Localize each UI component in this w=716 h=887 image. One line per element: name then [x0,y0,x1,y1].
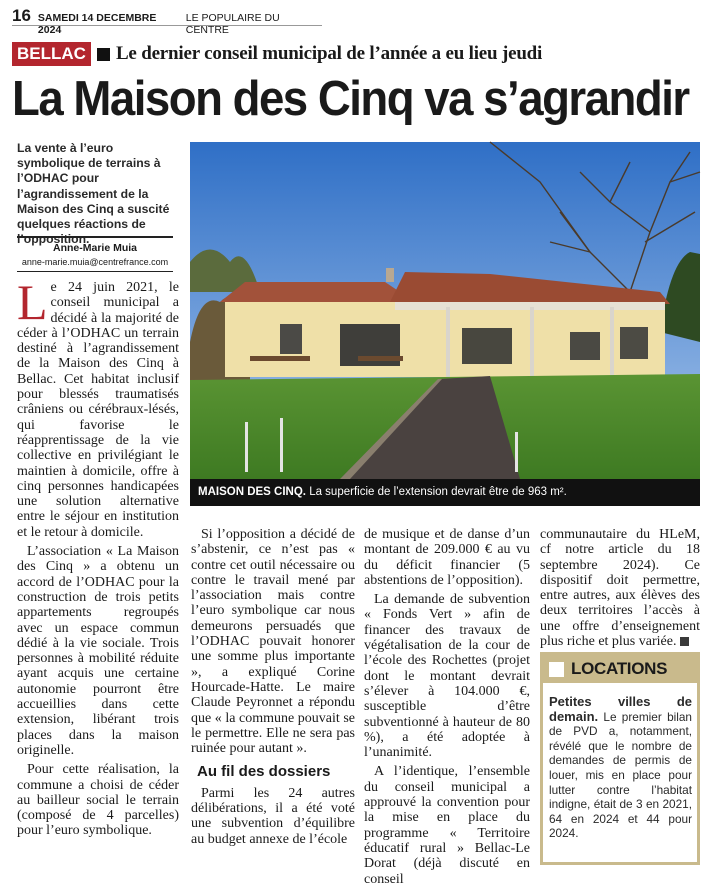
sidebar-body [543,683,697,841]
article-column-1 [17,274,179,839]
sidebar-text: Le premier bilan de PVD a, notamment, révélé que le nombre de demandes de permis de louer, mis en place pour lutter contre l’habitat indigne, était de 3 en 2021, 64 en 2024 et 44 pour 2024. [549,709,692,841]
author-email: anne-marie.muia@centrefrance.com [17,257,173,272]
page-folio [12,6,322,36]
square-bullet-icon [97,48,110,61]
article-paragraph: de musique et de danse d’un montant de 209.000 € au vu du déficit financier (5 abstentions de l’opposition). [364,527,530,588]
article-column-2 [191,527,355,847]
caption-label: MAISON DES CINQ. [198,486,306,498]
article-paragraph: Pour cette réalisation, la commune a choisi de céder au bailleur social le terrain (composé de 4 parcelles) pour l’euro symbolique. [17,762,179,839]
article-paragraph: Si l’opposition a décidé de s’abstenir, ce n’est pas « contre cet outil nécessaire ou contre le travail mené par l’association mais contre l’euro symbolique car nous demeurons persuadés que l’ODHAC pouvait honorer une somme plus importante », a expliqué Corine Hourcade-Hatte. Le maire Claude Peyronnet a répondu que « la commune pouvait se le permettre. Elle ne sera pas ruinée pour autant ». [191,527,355,757]
square-box-icon [549,662,564,677]
article-paragraph: A l’identique, l’ensemble du conseil municipal a approuvé la convention pour la mise en place du programme « Territoire éducatif rural » Bellac-Le Dorat (déjà discuté en conseil [364,764,530,887]
caption-text: La superficie de l’extension devrait être de 963 m². [309,486,567,498]
newspaper-name: LE POPULAIRE DU CENTRE [185,12,280,36]
city-tag: BELLAC [12,42,91,66]
sidebar-lead: Petites villes de demain. [549,694,692,724]
kicker-text: Le dernier conseil municipal de l’année a eu lieu jeudi [115,43,543,64]
article-paragraph: Parmi les 24 autres délibérations, il a été voté une subvention d’équilibre au budget annexe de l’école [191,785,355,847]
locations-sidebar [540,652,700,865]
issue-date: SAMEDI 14 DECEMBRE 2024 [37,12,157,36]
article-paragraph: communautaire du HLeM, cf notre article du 18 septembre 2024). Ce dispositif doit permettre, entre autres, aux élèves des deux territoires l’accès à une offre d’enseignement plus riche et plus variée. [540,527,700,650]
photo-caption [190,479,700,506]
article-paragraph: L’association « La Maison des Cinq » a obtenu un accord de l’ODHAC pour la construction de trois petits appartements regroupés avec un espace commun dédié à la vie sociale. Trois personnes à mobilité réduite ayant acquis une certaine autonomie pourront être accueillies dans cette extension, libérant trois places dans la maison originelle. [17,544,179,758]
house-photo-illustration [190,142,700,479]
page-number: 16 [12,6,31,25]
article-column-4 [540,527,700,649]
headline: La Maison des Cinq va s’agrandir [12,72,689,126]
drop-cap: L [17,274,48,330]
sidebar-header [543,655,697,683]
author-name: Anne-Marie Muia [52,242,137,254]
article-photo [190,142,700,479]
article-intro: La vente à l’euro symbolique de terrains à l’ODHAC pour l’agrandissement de la Maison des Cinq a suscité quelques réactions de l’opposition. [17,141,170,247]
article-paragraph: Le 24 juin 2021, le conseil municipal a décidé à la majorité de céder à l’ODHAC un terrain destiné à l’agrandissement de la Maison des Cinq à Bellac. Cet habitat inclusif pour blessés traumatisés crâniens ou cérébraux-lésés, qui favorise le réapprentissage de la vie collective en privilégiant le maintien à domicile, offre à cinq personnes handicapées une solution alternative entre le séjour en institution et le retour à domicile. [17,274,179,540]
article-paragraph: La demande de subvention « Fonds Vert » afin de financer des travaux de végétalisation de la cour de l’école des Rochettes (projet dont le montant devrait s’élever à 104.000 €, susceptible d’être subventionné à hauteur de 80 %), a été adoptée à l’unanimité. [364,592,530,761]
section-subhead: Au fil des dossiers [197,763,331,781]
byline [17,236,173,272]
sidebar-title: LOCATIONS [571,659,668,678]
article-column-3 [364,527,530,887]
end-of-article-icon [680,637,689,646]
kicker [12,42,542,66]
